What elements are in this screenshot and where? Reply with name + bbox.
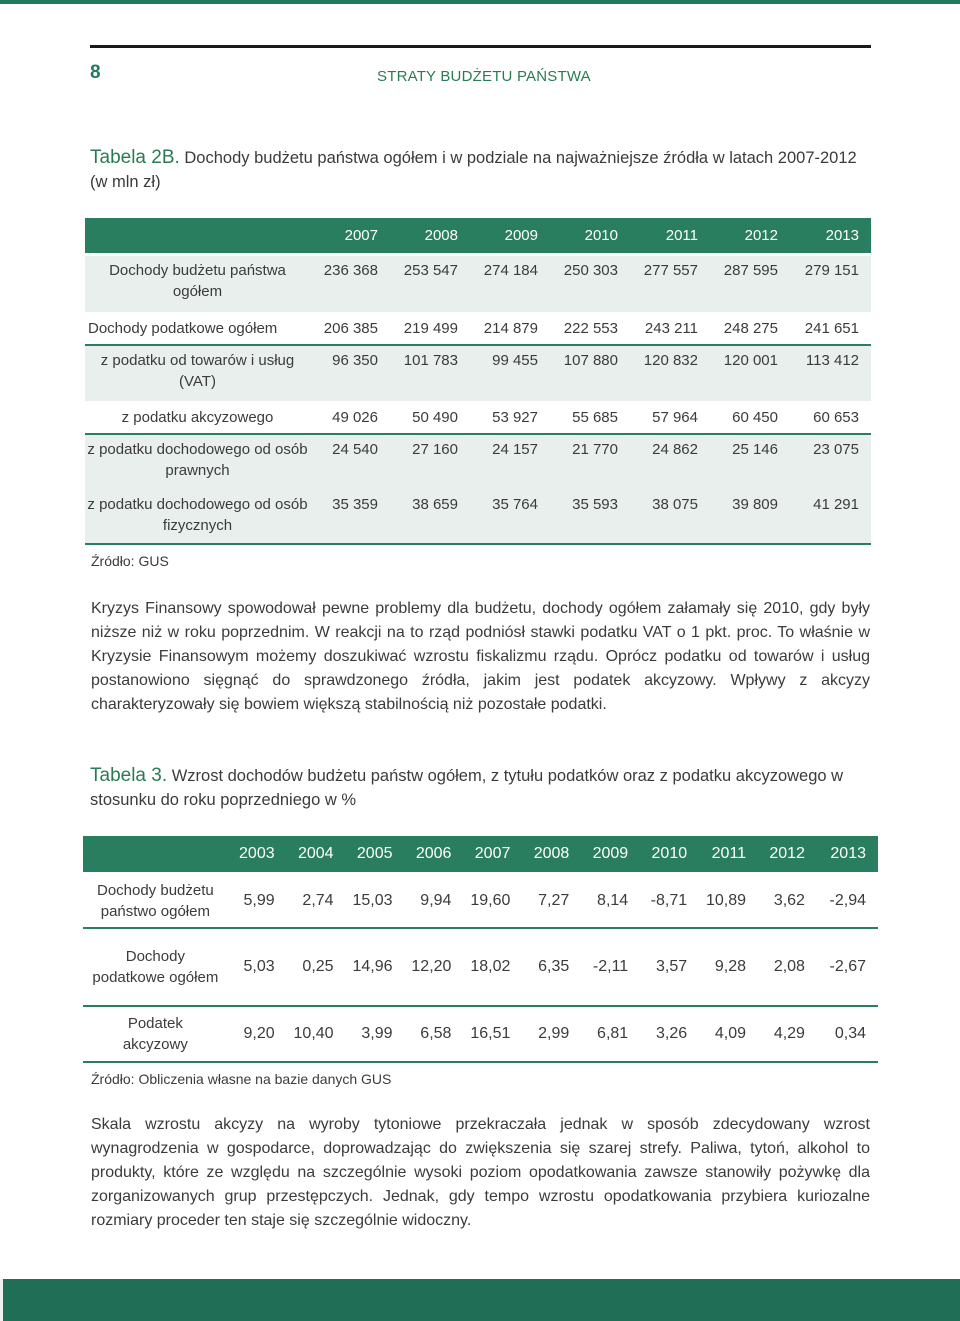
table2-caption [90,764,872,812]
table-cell: 7,27 [522,873,581,928]
table-row [85,312,871,345]
table-cell: 19,60 [463,873,522,928]
row-label: Dochody podatkowe ogółem [85,312,310,345]
table-cell: 9,20 [228,1006,287,1062]
table-cell: 27 160 [390,434,470,490]
body-paragraph-1: Kryzys Finansowy spowodował pewne problemy dla budżetu, dochody ogółem załamały się 2010, gdy były niższe niż w roku poprzednim. W reakcji na to rząd podniósł stawki podatku VAT o 1 pkt. proc. To właśnie w Kryzysie Finansowym możemy doszukiwać wzrostu fiskalizmu rządu. Oprócz podatku od towarów i usług postanowiono sięgnąć do sprawdzonego źródła, jakim jest podatek akcyzowy. Wpływy z akcyzy charakteryzowały się bowiem większą stabilnością niż pozostałe podatki. [91,600,870,713]
table-cell: 248 275 [710,312,790,345]
table1-caption [90,146,872,194]
table-cell: 241 651 [790,312,871,345]
row-label: z podatku od towarów i usług (VAT) [85,345,310,401]
table-cell: -2,67 [817,928,878,1006]
table-cell: 101 783 [390,345,470,401]
table-cell: 107 880 [550,345,630,401]
table2-header-row [83,836,878,873]
header-rule [90,45,871,48]
table2-year: 2004 [287,836,346,873]
row-label: Dochody podatkowe ogółem [83,928,228,1006]
table2-year: 2006 [405,836,464,873]
table2-caption-text: Wzrost dochodów budżetu państw ogółem, z tytułu podatków oraz z podatku akcyzowego w stosunku do roku poprzedniego w % [90,767,844,809]
table-cell: 60 653 [790,401,871,434]
table-cell: 219 499 [390,312,470,345]
table2-year: 2009 [581,836,640,873]
table2 [83,836,878,1063]
table-cell: 24 540 [310,434,390,490]
table-cell: 250 303 [550,254,630,312]
table-cell: 38 659 [390,490,470,544]
top-accent-bar [0,0,960,4]
table-cell: 279 151 [790,254,871,312]
row-label: z podatku dochodowego od osób fizycznych [85,490,310,544]
table-cell: 35 764 [470,490,550,544]
table-cell: 23 075 [790,434,871,490]
table2-year: 2011 [699,836,758,873]
table-cell: 25 146 [710,434,790,490]
table-cell: 9,28 [699,928,758,1006]
table2-year: 2008 [522,836,581,873]
table-cell: 274 184 [470,254,550,312]
table-cell: 41 291 [790,490,871,544]
table-cell: -2,11 [581,928,640,1006]
table-cell: 4,29 [758,1006,817,1062]
table-cell: 277 557 [630,254,710,312]
table-cell: -2,94 [817,873,878,928]
body-paragraph-2: Skala wzrostu akcyzy na wyroby tytoniowe przekraczała jednak w sposób zdecydowany wzrost wynagrodzenia w gospodarce, doprowadzając do zwiększenia się szarej strefy. Paliwa, tytoń, alkohol to produkty, które ze względu na szczególnie wysoki poziom opodatkowania zawsze stanowiły pożywkę dla zorganizowanych grup przestępczych. Jednak, gdy tempo wzrostu opodatkowania przybiera kuriozalne rozmiary proceder ten staje się szczególnie widoczny. [91,1116,870,1229]
table1-year: 2009 [470,218,550,254]
table-cell: 9,94 [405,873,464,928]
table-row [85,254,871,312]
running-title: STRATY BUDŻETU PAŃSTWA [377,68,591,85]
table-cell: 120 001 [710,345,790,401]
table-cell: 2,08 [758,928,817,1006]
table1-caption-text: Dochody budżetu państwa ogółem i w podziale na najważniejsze źródła w latach 2007-2012 (w mln zł) [90,149,857,191]
table-row [85,345,871,401]
table-cell: 21 770 [550,434,630,490]
table2-source: Źródło: Obliczenia własne na bazie danych GUS [91,1071,392,1087]
table1-year: 2007 [310,218,390,254]
table-cell: 3,99 [346,1006,405,1062]
table-cell: 243 211 [630,312,710,345]
table2-caption-label: Tabela 3. [90,765,168,786]
table-cell: -8,71 [640,873,699,928]
table1-header-row [85,218,871,254]
table-cell: 6,58 [405,1006,464,1062]
table-cell: 120 832 [630,345,710,401]
table-cell: 10,89 [699,873,758,928]
table-cell: 15,03 [346,873,405,928]
table-row [85,490,871,544]
table-cell: 4,09 [699,1006,758,1062]
table-cell: 60 450 [710,401,790,434]
table-cell: 18,02 [463,928,522,1006]
table-cell: 253 547 [390,254,470,312]
table-cell: 2,99 [522,1006,581,1062]
page-number: 8 [90,62,101,83]
table1-year: 2010 [550,218,630,254]
table-cell: 35 359 [310,490,390,544]
table-cell: 6,35 [522,928,581,1006]
row-label: Dochody budżetu państwa ogółem [85,254,310,312]
table-cell: 96 350 [310,345,390,401]
footer-edge-mark [0,1279,3,1321]
table-cell: 0,25 [287,928,346,1006]
table-row [83,873,878,928]
table-cell: 57 964 [630,401,710,434]
table-cell: 24 157 [470,434,550,490]
table2-year: 2003 [228,836,287,873]
table-cell: 214 879 [470,312,550,345]
table-cell: 5,03 [228,928,287,1006]
table2-year: 2005 [346,836,405,873]
table-row [85,401,871,434]
table1-corner [85,218,310,254]
table-cell: 5,99 [228,873,287,928]
table-cell: 2,74 [287,873,346,928]
table-cell: 206 385 [310,312,390,345]
table-cell: 12,20 [405,928,464,1006]
table-cell: 49 026 [310,401,390,434]
table-cell: 236 368 [310,254,390,312]
table2-year: 2010 [640,836,699,873]
table-cell: 0,34 [817,1006,878,1062]
table-cell: 222 553 [550,312,630,345]
table1-caption-label: Tabela 2B. [90,147,180,168]
table-cell: 35 593 [550,490,630,544]
table-cell: 99 455 [470,345,550,401]
table1 [85,218,871,545]
table-cell: 24 862 [630,434,710,490]
table-cell: 50 490 [390,401,470,434]
table2-corner [83,836,228,873]
table-cell: 287 595 [710,254,790,312]
table-row [83,1006,878,1062]
table2-year: 2012 [758,836,817,873]
table2-year: 2013 [817,836,878,873]
table-cell: 113 412 [790,345,871,401]
table-cell: 3,26 [640,1006,699,1062]
table1-source: Źródło: GUS [91,553,169,569]
row-label: Podatek akcyzowy [83,1006,228,1062]
table-cell: 8,14 [581,873,640,928]
table-cell: 38 075 [630,490,710,544]
table1-year: 2012 [710,218,790,254]
footer-bar [0,1279,960,1321]
table1-year: 2011 [630,218,710,254]
table-cell: 3,57 [640,928,699,1006]
table-cell: 53 927 [470,401,550,434]
table-cell: 6,81 [581,1006,640,1062]
row-label: z podatku akcyzowego [85,401,310,434]
table-cell: 16,51 [463,1006,522,1062]
table-cell: 3,62 [758,873,817,928]
table1-year: 2013 [790,218,871,254]
row-label: z podatku dochodowego od osób prawnych [85,434,310,490]
table-cell: 10,40 [287,1006,346,1062]
table1-year: 2008 [390,218,470,254]
table-cell: 39 809 [710,490,790,544]
table2-year: 2007 [463,836,522,873]
table-cell: 14,96 [346,928,405,1006]
table-cell: 55 685 [550,401,630,434]
table-row [85,434,871,490]
row-label: Dochody budżetu państwo ogółem [83,873,228,928]
table-row [83,928,878,1006]
